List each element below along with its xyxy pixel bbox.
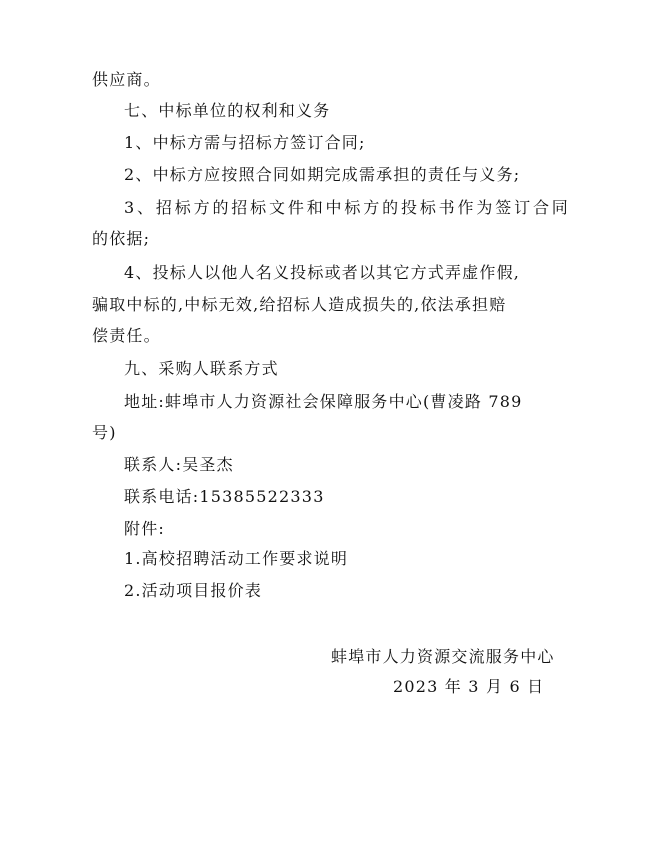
text-line: 2、中标方应按照合同如期完成需承担的责任与义务; — [124, 165, 521, 184]
text-line: 偿责任。 — [92, 326, 161, 345]
text-line: 供应商。 — [92, 70, 161, 89]
section-heading: 九、采购人联系方式 — [124, 359, 279, 378]
text-line: 附件: — [124, 519, 165, 538]
text-line: 1、中标方需与招标方签订合同; — [124, 133, 366, 152]
text-line: 联系电话:15385522333 — [124, 487, 325, 506]
section-heading: 七、中标单位的权利和义务 — [124, 101, 331, 120]
attachment-item: 2.活动项目报价表 — [124, 581, 263, 600]
text-line: 3、招标方的招标文件和中标方的投标书作为签订合同 — [124, 198, 569, 217]
text-line: 的依据; — [92, 229, 151, 248]
signature-organization: 蚌埠市人力资源交流服务中心 — [331, 647, 555, 666]
text-line: 骗取中标的,中标无效,给招标人造成损失的,依法承担赔 — [92, 295, 507, 314]
attachment-item: 1.高校招聘活动工作要求说明 — [124, 549, 349, 568]
text-line: 联系人:吴圣杰 — [124, 455, 234, 474]
signature-date: 2023 年 3 月 6 日 — [393, 677, 545, 696]
text-line: 号) — [92, 423, 117, 442]
text-line: 地址:蚌埠市人力资源社会保障服务中心(曹凌路 789 — [124, 392, 523, 411]
text-line: 4、投标人以他人名义投标或者以其它方式弄虚作假, — [124, 263, 521, 282]
